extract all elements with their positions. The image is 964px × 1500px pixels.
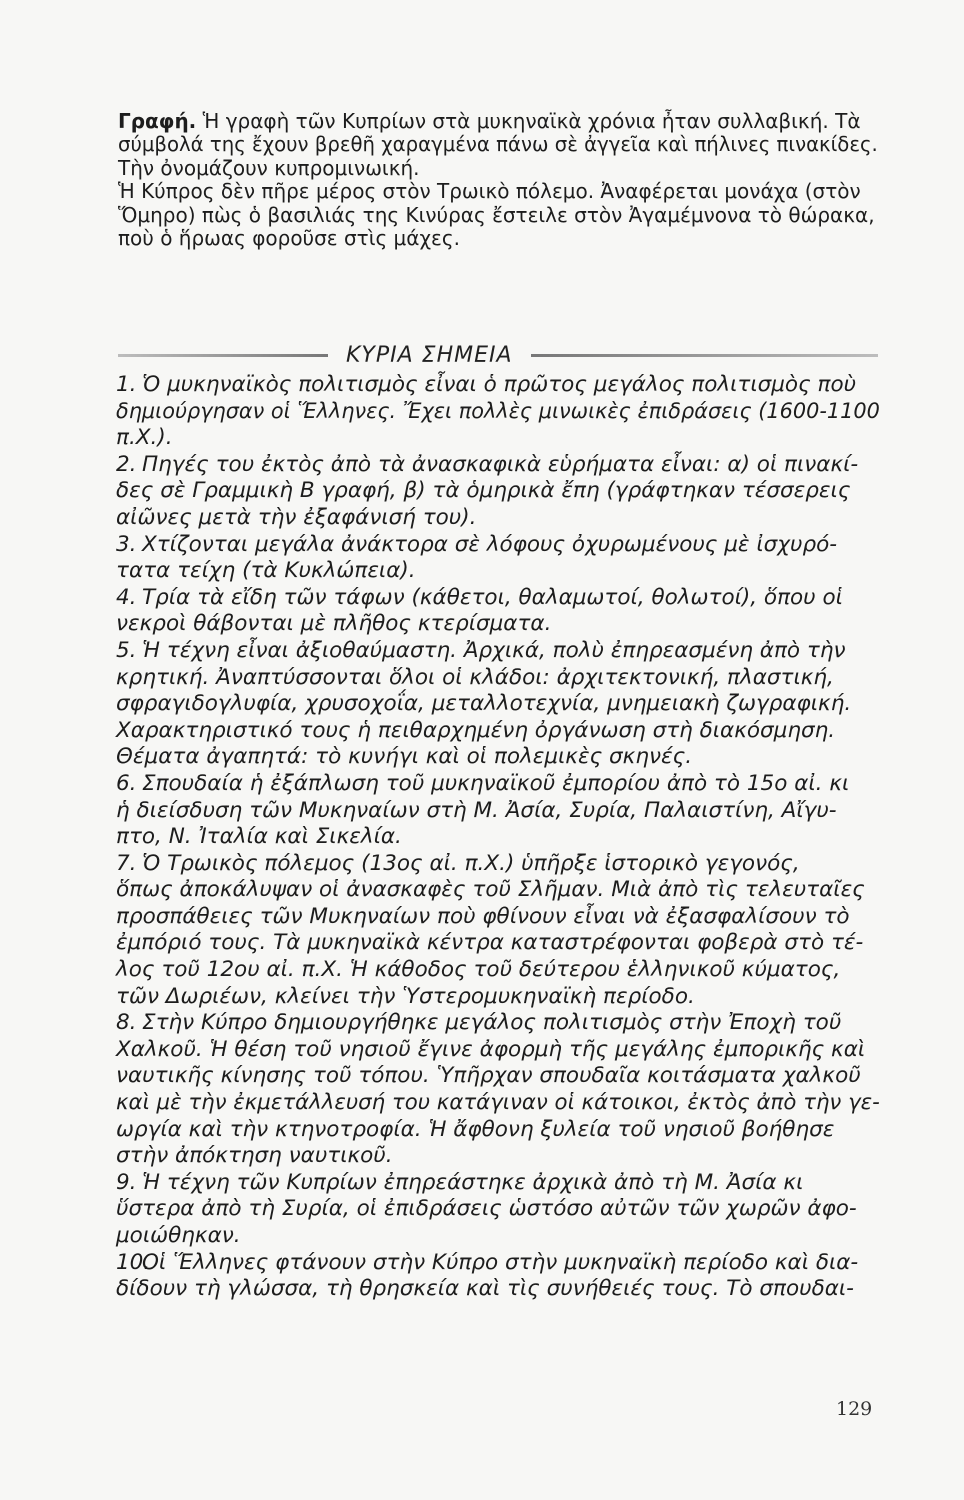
point-line: 4. Τρία τὰ εἴδη τῶν τάφων (κάθετοι, θαλαμωτοί, θολωτοί), ὅπου οἱ	[116, 584, 843, 610]
point-line: 2. Πηγές του ἐκτὸς ἀπὸ τὰ ἀνασκαφικὰ εὑρήματα εἶναι: α) οἱ πινακί-	[116, 451, 859, 477]
point-line: π.Χ.).	[116, 425, 173, 451]
intro-line: Ὅμηρο) πὼς ὁ βασιλιάς της Κινύρας ἔστειλε στὸν Ἀγαμέμνονα τὸ θώρακα,	[118, 202, 875, 227]
point-number: 5.	[116, 637, 137, 663]
intro-lead-word: Γραφή.	[118, 109, 197, 133]
point-line: Χαρακτηριστικό τους ἡ πειθαρχημένη ὀργάνωση στὴ διακόσμηση.	[116, 717, 836, 743]
point-line: ναυτικῆς κίνησης τοῦ τόπου. Ὑπῆρχαν σπουδαῖα κοιτάσματα χαλκοῦ	[116, 1063, 861, 1089]
point-line: 8. Στὴν Κύπρο δημιουργήθηκε μεγάλος πολιτισμὸς στὴν Ἐποχὴ τοῦ	[116, 1010, 842, 1036]
point-number: 9.	[116, 1169, 137, 1195]
point-line: ωργία καὶ τὴν κτηνοτροφία. Ἡ ἄφθονη ξυλεία τοῦ νησιοῦ βοήθησε	[116, 1116, 835, 1142]
section-heading	[118, 340, 878, 370]
point-line: 9. Ἡ τέχνη τῶν Κυπρίων ἐπηρεάστηκε ἀρχικὰ ἀπὸ τὴ Μ. Ἀσία κι	[116, 1169, 804, 1195]
point-line: ὅπως ἀποκάλυψαν οἱ ἀνασκαφὲς τοῦ Σλῆμαν. Μιὰ ἀπὸ τὶς τελευταῖες	[116, 877, 865, 903]
point-line: δες σὲ Γραμμικὴ Β γραφή, β) τὰ ὁμηρικὰ ἔπη (γράφτηκαν τέσσερεις	[116, 478, 851, 504]
point-line: σφραγιδογλυφία, χρυσοχοΐα, μεταλλοτεχνία, μνημειακὴ ζωγραφική.	[116, 691, 852, 717]
point-line: κρητική. Ἀναπτύσσονται ὅλοι οἱ κλάδοι: ἀρχιτεκτονική, πλαστική,	[116, 664, 834, 690]
point-line: δίδουν τὴ γλώσσα, τὴ θρησκεία καὶ τὶς συνήθειές τους. Τὸ σπουδαι-	[116, 1276, 854, 1302]
intro-line: Ἡ Κύπρος δὲν πῆρε μέρος στὸν Τρωικὸ πόλεμο. Ἀναφέρεται μονάχα (στὸν	[118, 179, 861, 204]
point-line: δημιούργησαν οἱ Ἕλληνες. Ἔχει πολλὲς μινωικὲς ἐπιδράσεις (1600-1100	[116, 398, 880, 424]
point-line: αἰῶνες μετὰ τὴν ἐξαφάνισή του).	[116, 504, 477, 530]
point-line: 5. Ἡ τέχνη εἶναι ἀξιοθαύμαστη. Ἀρχικά, πολὺ ἐπηρεασμένη ἀπὸ τὴν	[116, 637, 846, 663]
point-number: 4.	[116, 584, 137, 610]
point-line: ἐμπόριό τους. Τὰ μυκηναϊκὰ κέντρα καταστρέφονται φοβερὰ στὸ τέ-	[116, 930, 864, 956]
point-line: ὕστερα ἀπὸ τὴ Συρία, οἱ ἐπιδράσεις ὡστόσο αὐτῶν τῶν χωρῶν ἀφο-	[116, 1196, 857, 1222]
point-line: 3. Χτίζονται μεγάλα ἀνάκτορα σὲ λόφους ὀχυρωμένους μὲ ἰσχυρό-	[116, 531, 838, 557]
point-line: στὴν ἀπόκτηση ναυτικοῦ.	[116, 1143, 393, 1169]
point-line: λος τοῦ 12ου αἰ. π.Χ. Ἡ κάθοδος τοῦ δεύτερου ἑλληνικοῦ κύματος,	[116, 957, 841, 983]
point-line: 7. Ὁ Τρωικὸς πόλεμος (13ος αἰ. π.Χ.) ὑπῆρξε ἱστορικὸ γεγονός,	[116, 850, 800, 876]
point-line: ἡ διείσδυση τῶν Μυκηναίων στὴ Μ. Ἀσία, Συρία, Παλαιστίνη, Αἴγυ-	[116, 797, 837, 823]
key-points-list	[116, 372, 880, 1303]
intro-line: σύμβολά της ἔχουν βρεθῆ χαραγμένα πάνω σὲ ἀγγεῖα καὶ πήλινες πινακίδες.	[118, 132, 878, 157]
point-line: πτο, Ν. Ἰταλία καὶ Σικελία.	[116, 824, 402, 850]
point-number: 10.	[116, 1249, 151, 1275]
point-line: 1. Ὁ μυκηναϊκὸς πολιτισμὸς εἶναι ὁ πρῶτος μεγάλος πολιτισμὸς ποὺ	[116, 372, 857, 397]
point-number: 1.	[116, 372, 137, 397]
heading-rule-right	[531, 354, 878, 357]
point-line: μοιώθηκαν.	[116, 1223, 241, 1248]
point-line: 6. Σπουδαία ἡ ἐξάπλωση τοῦ μυκηναϊκοῦ ἐμπορίου ἀπὸ τὸ 15ο αἰ. κι	[116, 770, 850, 796]
point-number: 3.	[116, 531, 137, 557]
intro-paragraph	[118, 110, 878, 250]
point-number: 6.	[116, 770, 137, 796]
heading-rule-left	[118, 354, 328, 357]
point-line: Θέματα ἀγαπητά: τὸ κυνήγι καὶ οἱ πολεμικὲς σκηνές.	[116, 744, 693, 770]
point-line: προσπάθειες τῶν Μυκηναίων ποὺ φθίνουν εἶναι νὰ ἐξασφαλίσουν τὸ	[116, 903, 850, 929]
intro-line-text: Ἡ γραφὴ τῶν Κυπρίων στὰ μυκηναϊκὰ χρόνια ἦταν συλλαβική. Τὰ	[196, 109, 861, 133]
point-number: 7.	[116, 850, 137, 876]
page-number: 129	[836, 1398, 873, 1420]
intro-line: Τὴν ὀνομάζουν κυπρομινωική.	[118, 155, 420, 180]
point-line: 10.Οἱ Ἕλληνες φτάνουν στὴν Κύπρο στὴν μυκηναϊκὴ περίοδο καὶ δια-	[116, 1249, 859, 1275]
point-line: Χαλκοῦ. Ἡ θέση τοῦ νησιοῦ ἔγινε ἀφορμὴ τῆς μεγάλης ἐμπορικῆς καὶ	[116, 1036, 866, 1062]
point-line: τῶν Δωριέων, κλείνει τὴν Ὑστερομυκηναϊκὴ περίοδο.	[116, 983, 695, 1009]
point-line: τατα τείχη (τὰ Κυκλώπεια).	[116, 558, 416, 584]
point-number: 2.	[116, 451, 137, 477]
point-line: καὶ μὲ τὴν ἐκμετάλλευσή του κατάγιναν οἱ κάτοικοι, ἐκτὸς ἀπὸ τὴν γε-	[116, 1090, 880, 1116]
intro-line: ποὺ ὁ ἥρωας φοροῦσε στὶς μάχες.	[118, 226, 460, 251]
section-heading-text: ΚΥΡΙΑ ΣΗΜΕΙΑ	[346, 342, 513, 368]
point-number: 8.	[116, 1010, 137, 1036]
point-line: νεκροὶ θάβονται μὲ πλῆθος κτερίσματα.	[116, 611, 552, 637]
intro-line	[118, 110, 878, 133]
